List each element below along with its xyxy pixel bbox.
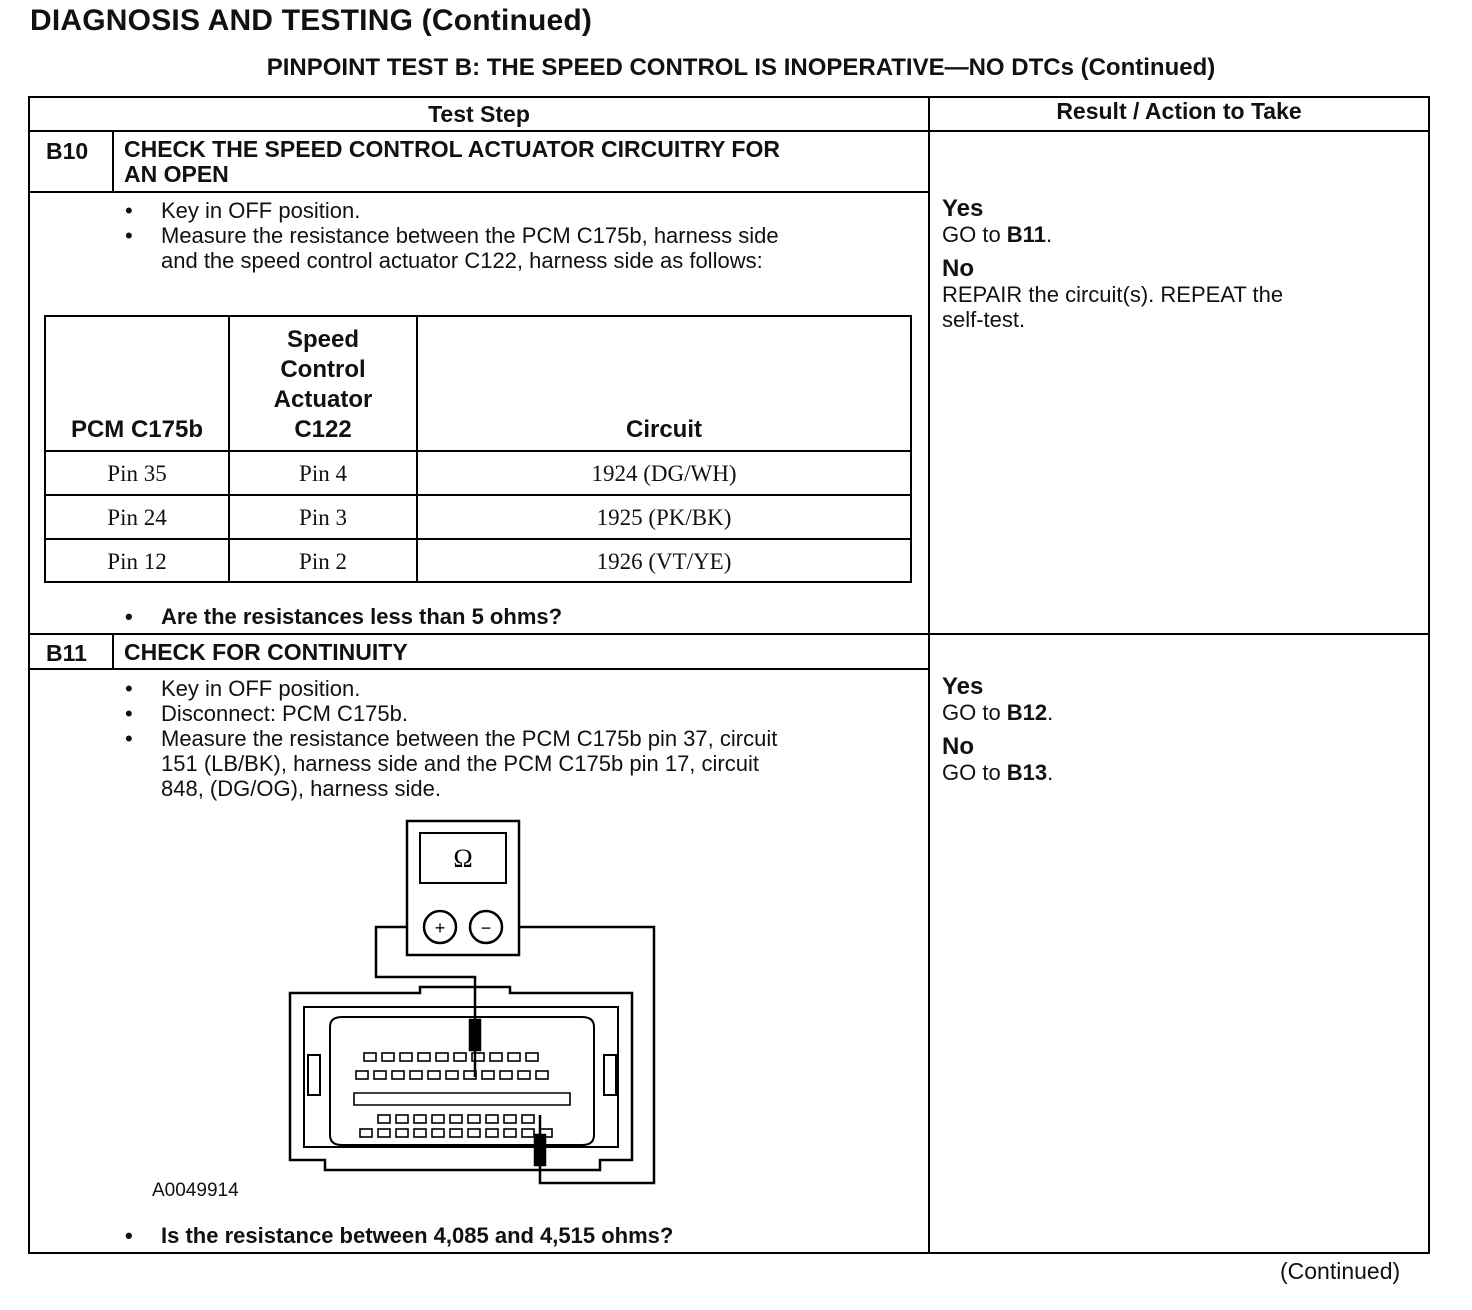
result-no-action-b11: GO to B13. xyxy=(942,760,1054,785)
list-item: • Key in OFF position. xyxy=(125,198,779,223)
step-b10-instructions xyxy=(125,198,779,273)
step-id-b10: B10 xyxy=(46,138,89,164)
step-b10-question: • Are the resistances less than 5 ohms? xyxy=(125,604,562,630)
list-item: 848, (DG/OG), harness side. xyxy=(161,776,441,801)
column-header-test-step: Test Step xyxy=(428,101,530,127)
list-item: • Disconnect: PCM C175b. xyxy=(125,701,777,726)
continued-label: (Continued) xyxy=(1280,1258,1401,1284)
ohmmeter-connector-diagram xyxy=(270,815,670,1195)
page-title: DIAGNOSIS AND TESTING (Continued) xyxy=(30,4,593,37)
result-yes-action-b10: GO to B11. xyxy=(942,222,1053,247)
table-cell: Pin 4 xyxy=(299,461,347,486)
column-header-result: Result / Action to Take xyxy=(1056,98,1302,124)
table-cell: 1925 (PK/BK) xyxy=(596,505,732,530)
step-b11-instructions xyxy=(125,676,777,801)
pin-table xyxy=(44,315,912,583)
step-id-b11: B11 xyxy=(46,640,87,666)
table-cell: 1924 (DG/WH) xyxy=(591,461,737,486)
connector-pins xyxy=(356,1053,552,1137)
step-title-b10: CHECK THE SPEED CONTROL ACTUATOR CIRCUITRY FOR AN OPEN xyxy=(124,136,780,187)
result-no-label-b10: No xyxy=(942,255,974,282)
list-item: • Measure the resistance between the PCM C175b, harness side xyxy=(125,223,779,248)
list-item: • Key in OFF position. xyxy=(125,676,777,701)
pin-table-header-pcm: PCM C175b xyxy=(70,416,204,443)
ohmmeter-body xyxy=(407,821,519,955)
table-cell: Pin 2 xyxy=(299,549,347,574)
ohm-icon: Ω xyxy=(453,844,473,873)
table-cell: Pin 3 xyxy=(299,505,347,530)
pin-table-header-circuit: Circuit xyxy=(625,416,702,443)
minus-icon: − xyxy=(480,918,492,938)
step-b11-question: • Is the resistance between 4,085 and 4,515 ohms? xyxy=(125,1223,673,1249)
step-title-b11: CHECK FOR CONTINUITY xyxy=(124,639,408,665)
result-no-label-b11: No xyxy=(942,733,974,760)
result-yes-label-b11: Yes xyxy=(942,673,984,700)
table-cell: 1926 (VT/YE) xyxy=(596,549,732,574)
list-item: and the speed control actuator C122, harness side as follows: xyxy=(161,248,763,273)
plus-icon: + xyxy=(434,918,446,938)
list-item: • Measure the resistance between the PCM C175b pin 37, circuit xyxy=(125,726,777,751)
pinpoint-test-title: PINPOINT TEST B: THE SPEED CONTROL IS INOPERATIVE—NO DTCs (Continued) xyxy=(266,54,1216,81)
result-yes-label-b10: Yes xyxy=(942,195,984,222)
table-cell: Pin 24 xyxy=(107,505,167,530)
pin-table-header-actuator: Speed Control Actuator C122 xyxy=(273,326,373,443)
list-item: 151 (LB/BK), harness side and the PCM C175b pin 17, circuit xyxy=(161,751,759,776)
result-no-action-b10: REPAIR the circuit(s). REPEAT the self-test. xyxy=(942,282,1284,332)
figure-id: A0049914 xyxy=(152,1180,239,1201)
result-yes-action-b11: GO to B12. xyxy=(942,700,1054,725)
table-cell: Pin 12 xyxy=(107,549,167,574)
table-cell: Pin 35 xyxy=(107,461,167,486)
